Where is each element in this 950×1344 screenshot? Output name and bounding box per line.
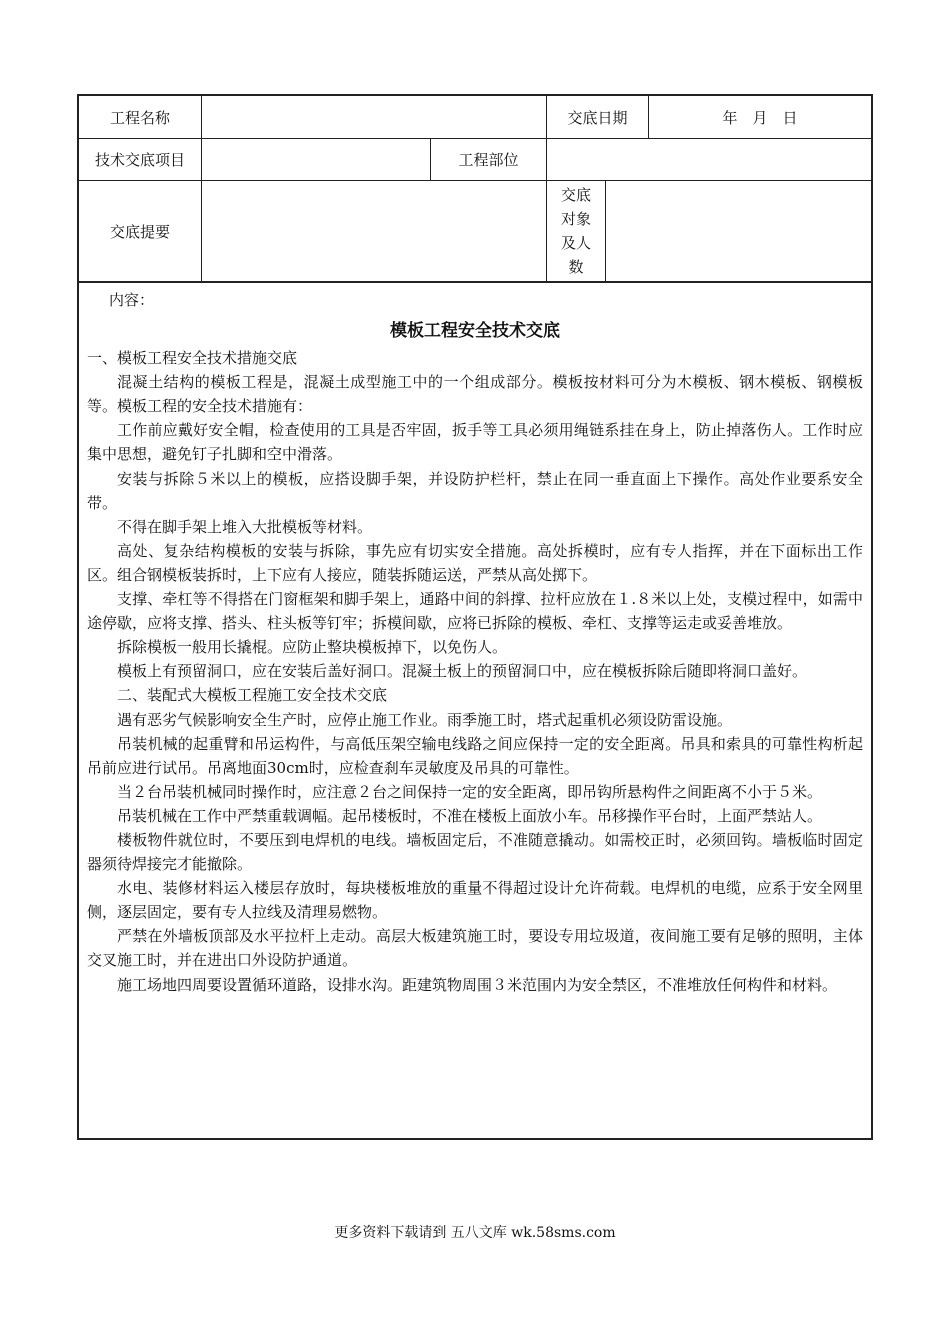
- part-label: 工程部位: [458, 151, 519, 169]
- item-label: 技术交底项目: [94, 151, 185, 169]
- paragraph: 模板上有预留洞口，应在安装后盖好洞口。混凝土板上的预留洞口中，应在模板拆除后随即将洞口盖好。: [117, 662, 808, 681]
- target-label-line: 数: [568, 258, 584, 276]
- target-field[interactable]: [606, 181, 871, 281]
- paragraph: 拆除模板一般用长撬棍。应防止整块模板掉下，以免伤人。: [117, 638, 508, 657]
- section-heading: 一、模板工程安全技术措施交底: [87, 349, 298, 368]
- document-title: 模板工程安全技术交底: [390, 321, 560, 342]
- target-label-line: 对象: [560, 210, 591, 228]
- paragraph: 吊装机械在工作中严禁重载调幅。起吊楼板时，不准在楼板上面放小车。吊移操作平台时，上面严禁站人。: [117, 806, 823, 825]
- disclosure-form: [77, 94, 873, 1140]
- paragraph: 混凝土结构的模板工程是，混凝土成型施工中的一个组成部分。模板按材料可分为木模板、钢木模板、钢模板等。模板工程的安全技术措施有：: [87, 373, 863, 416]
- summary-label: 交底提要: [109, 222, 170, 241]
- paragraph: 高处、复杂结构模板的安装与拆除，事先应有切实安全措施。高处拆模时，应有专人指挥，并在下面标出工作区。组合钢模板装拆时，上下应有人接应，随装拆随运送，严禁从高处掷下。: [87, 541, 863, 584]
- summary-field[interactable]: [202, 181, 546, 281]
- paragraph: 支撑、牵杠等不得搭在门窗框架和脚手架上，通路中间的斜撑、拉杆应放在１.８米以上处，支模过程中，如需中途停歇，应将支撑、搭头、柱头板等钉牢；拆模间歇，应将已拆除的模板、牵杠、支撑等运走或妥善堆放。: [87, 590, 863, 633]
- content-label: 内容：: [109, 291, 155, 309]
- row-divider: [79, 281, 871, 283]
- paragraph: 施工场地四周要设置循环道路，设排水沟。距建筑物周围３米范围内为安全禁区，不准堆放任何构件和材料。: [117, 975, 838, 994]
- date-label: 交底日期: [567, 108, 628, 127]
- project-name-label: 工程名称: [109, 108, 170, 127]
- paragraph: 不得在脚手架上堆入大批模板等材料。: [117, 517, 373, 536]
- target-label: [547, 181, 605, 281]
- content-section: [87, 288, 863, 997]
- paragraph: 水电、装修材料运入楼层存放时，每块楼板堆放的重量不得超过设计允许荷载。电焊机的电缆，应系于安全网里侧，逐层固定，要有专人拉线及清理易燃物。: [87, 879, 863, 922]
- paragraph: 安装与拆除５米以上的模板，应搭设脚手架，并设防护栏杆，禁止在同一垂直面上下操作。高处作业要系安全带。: [87, 469, 863, 512]
- footer-note: 更多资料下载请到 五八文库 wk.58sms.com: [334, 1225, 616, 1241]
- paragraph: 吊装机械的起重臂和吊运构件，与高低压架空输电线路之间应保持一定的安全距离。吊具和索具的可靠性构析起吊前应进行试吊。吊离地面30cm时，应检查刹车灵敏度及吊具的可靠性。: [87, 734, 863, 777]
- paragraph: 严禁在外墙板顶部及水平拉杆上走动。高层大板建筑施工时，要设专用垃圾道，夜间施工要有足够的照明，主体交叉施工时，并在进出口外设防护通道。: [87, 927, 863, 970]
- paragraph: 遇有恶劣气候影响安全生产时，应停止施工作业。雨季施工时，塔式起重机必须设防雷设施。: [117, 710, 733, 729]
- paragraph: 楼板物件就位时，不要压到电焊机的电线。墙板固定后，不准随意撬动。如需校正时，必须回钩。墙板临时固定器须待焊接完才能撤除。: [87, 830, 863, 874]
- item-field[interactable]: [202, 139, 430, 180]
- target-label-line: 及人: [560, 234, 591, 252]
- part-field[interactable]: [547, 139, 871, 180]
- section-heading: 二、装配式大模板工程施工安全技术交底: [117, 686, 388, 705]
- paragraph: 当２台吊装机械同时操作时，应注意２台之间保持一定的安全距离，即吊钩所悬构件之间距离不小于５米。: [117, 782, 823, 801]
- target-label-line: 交底: [560, 186, 591, 204]
- paragraph: 工作前应戴好安全帽，检查使用的工具是否牢固，扳手等工具必须用绳链系挂在身上，防止掉落伤人。工作时应集中思想，避免钉子扎脚和空中滑落。: [87, 421, 863, 464]
- date-field[interactable]: 年 月 日: [722, 108, 798, 127]
- project-name-field[interactable]: [202, 96, 546, 138]
